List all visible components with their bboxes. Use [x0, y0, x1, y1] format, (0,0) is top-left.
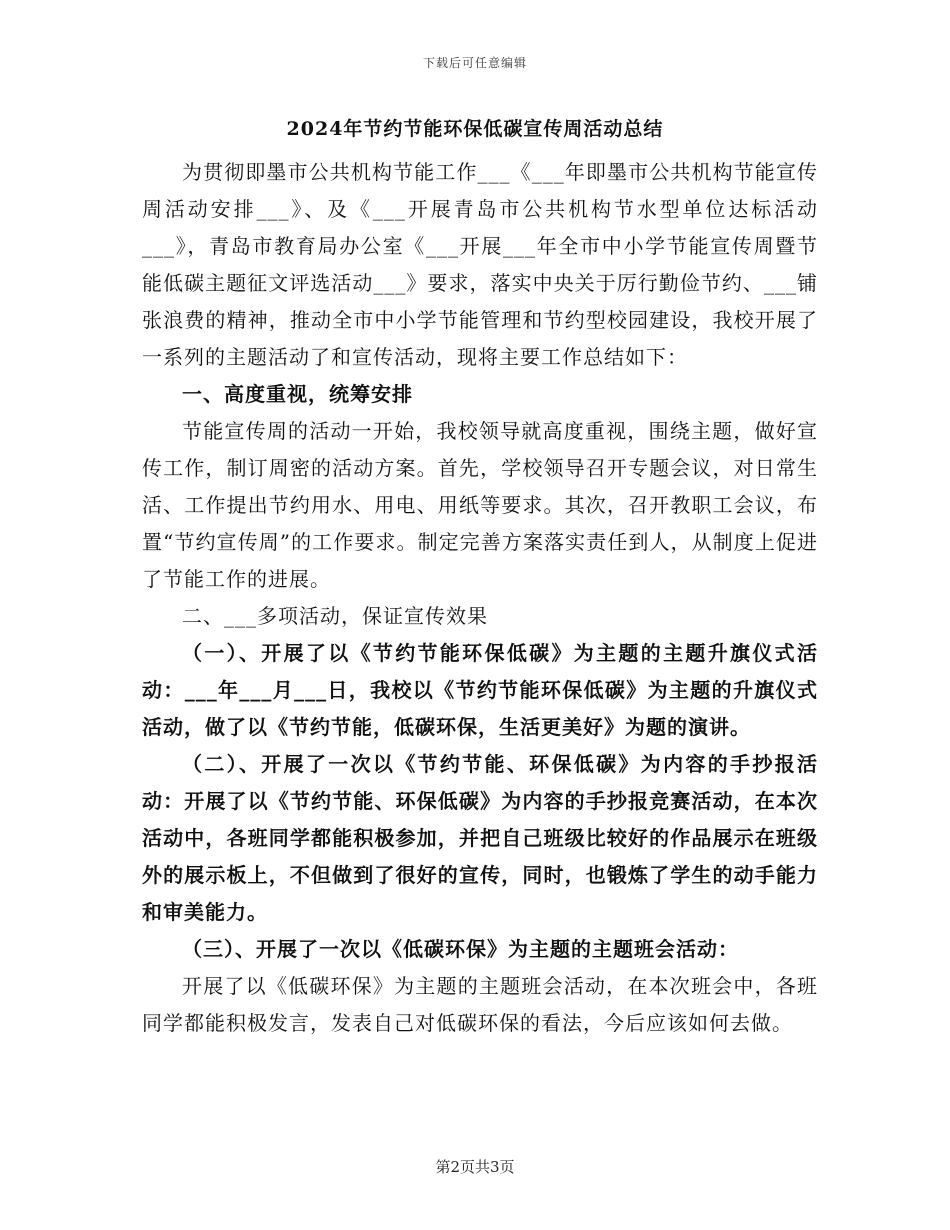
intro-paragraph: 为贯彻即墨市公共机构节能工作___《___年即墨市公共机构节能宣传周活动安排___》、及《___开展青岛市公共机构节水型单位达标活动___》，青岛市教育局办公室《___开展___年全市中小学节能宣传周暨节能低碳主题征文评选活动___》要求，落实中央关于厉行勤俭节约、___铺张浪费的精神，推动全市中小学节能管理和节约型校园建设，我校开展了一系列的主题活动了和宣传活动，现将主要工作总结如下： — [142, 160, 818, 369]
activity-3-heading: （三）、开展了一次以《低碳环保》为主题的主题班会活动： — [182, 937, 739, 961]
activity-3-paragraph: 开展了以《低碳环保》为主题的主题班会活动，在本次班会中，各班同学都能积极发言，发表自己对低碳环保的看法，今后应该如何去做。 — [142, 974, 818, 1035]
header-note: 下载后可任意编辑 — [422, 56, 527, 70]
document-body — [142, 154, 818, 1042]
page-number-footer: 第2页共3页 — [435, 1158, 515, 1176]
section-heading-2: 二、___多项活动，保证宣传效果 — [182, 604, 488, 628]
activity-2-paragraph: （二）、开展了一次以《节约节能、环保低碳》为内容的手抄报活动：开展了以《节约节能、环保低碳》为内容的手抄报竞赛活动，在本次活动中，各班同学都能积极参加，并把自己班级比较好的作品展示在班级外的展示板上，不但做到了很好的宣传，同时，也锻炼了学生的动手能力和审美能力。 — [142, 752, 818, 924]
document-title: 2024年节约节能环保低碳宣传周活动总结 — [286, 118, 664, 140]
activity-1-paragraph: （一）、开展了以《节约节能环保低碳》为主题的主题升旗仪式活动：___年___月___日，我校以《节约节能环保低碳》为主题的升旗仪式活动，做了以《节约节能，低碳环保，生活更美好》为题的演讲。 — [142, 641, 818, 739]
section-1-paragraph: 节能宣传周的活动一开始，我校领导就高度重视，围绕主题，做好宣传工作，制订周密的活动方案。首先，学校领导召开专题会议，对日常生活、工作提出节约用水、用电、用纸等要求。其次，召开教职工会议，布置“节约宣传周”的工作要求。制定完善方案落实责任到人，从制度上促进了节能工作的进展。 — [142, 419, 818, 591]
section-heading-1: 一、高度重视，统筹安排 — [182, 382, 413, 406]
